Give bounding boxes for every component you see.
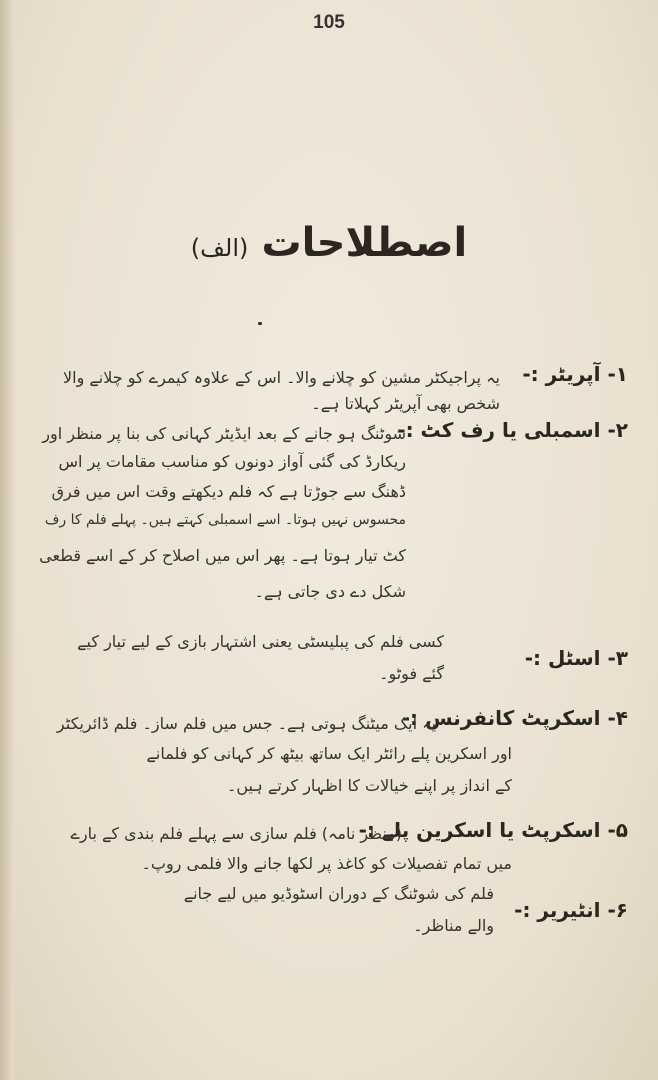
title-subtitle: (الف) xyxy=(190,234,249,262)
page-title xyxy=(0,220,658,266)
definition-line: والے مناظر۔ xyxy=(413,916,494,935)
page-edge xyxy=(0,0,14,1080)
entry-term xyxy=(514,898,628,922)
definition-line: شوٹنگ ہو جانے کے بعد ایڈیٹر کہانی کی بنا پر منظر اور xyxy=(42,424,406,443)
definition-line: اور اسکرین پلے رائٹر ایک ساتھ بیٹھ کر کہانی کو فلمانے xyxy=(146,744,512,763)
ink-speck xyxy=(258,322,262,325)
definition-line: شکل دے دی جاتی ہے۔ xyxy=(254,582,406,601)
definition-line: کسی فلم کی پبلیسٹی یعنی اشتہار بازی کے لیے تیار کیے xyxy=(77,632,444,651)
definition-line: کے انداز پر اپنے خیالات کا اظہار کرتے ہیں۔ xyxy=(227,776,512,795)
definition-line: شخص بھی آپریٹر کہلاتا ہے۔ xyxy=(311,394,500,413)
definition-line: یہ پراجیکٹر مشین کو چلانے والا۔ اس کے علاوہ کیمرے کو چلانے والا xyxy=(63,368,500,387)
definition-line: (منظر نامہ) فلم سازی سے پہلے فلم بندی کے بارے xyxy=(70,824,402,843)
definition-line: کٹ تیار ہوتا ہے۔ پھر اس میں اصلاح کر کے اسے قطعی xyxy=(39,546,406,565)
term-still: ۳- اسٹل :- xyxy=(524,646,628,670)
definition-line: یہ ایک میٹنگ ہوتی ہے۔ جس میں فلم ساز۔ فلم ڈائریکٹر xyxy=(56,714,436,733)
definition-line: میں تمام تفصیلات کو کاغذ پر لکھا جانے والا فلمی روپ۔ xyxy=(141,854,512,873)
definition-line: ریکارڈ کی گئی آواز دونوں کو مناسب مقامات پر اس xyxy=(58,452,406,471)
definition-line: محسوس نہیں ہوتا۔ اسے اسمبلی کہتے ہیں۔ پہلے فلم کا رف xyxy=(44,512,406,528)
term-screenplay: ۵- اسکرپٹ یا اسکرین پلے :- xyxy=(358,818,628,842)
term-script-conference: ۴- اسکرپٹ کانفرنس :- xyxy=(401,706,628,730)
entry-term xyxy=(525,646,628,670)
definition-line: فلم کی شوٹنگ کے دوران اسٹوڈیو میں لیے جانے xyxy=(183,884,494,903)
term-operator: ۱- آپریٹر :- xyxy=(522,362,628,386)
definition-line: گئے فوٹو۔ xyxy=(379,664,444,683)
term-assembly: ۲- اسمبلی یا رف کٹ :- xyxy=(397,418,628,442)
page-number: 105 xyxy=(313,12,345,33)
entry-term xyxy=(397,418,628,442)
term-interior: ۶- انٹیریر :- xyxy=(514,898,628,922)
definition-line: ڈھنگ سے جوڑتا ہے کہ فلم دیکھتے وقت اس میں فرق xyxy=(51,482,406,501)
title-text: اصطلاحات xyxy=(261,220,468,266)
